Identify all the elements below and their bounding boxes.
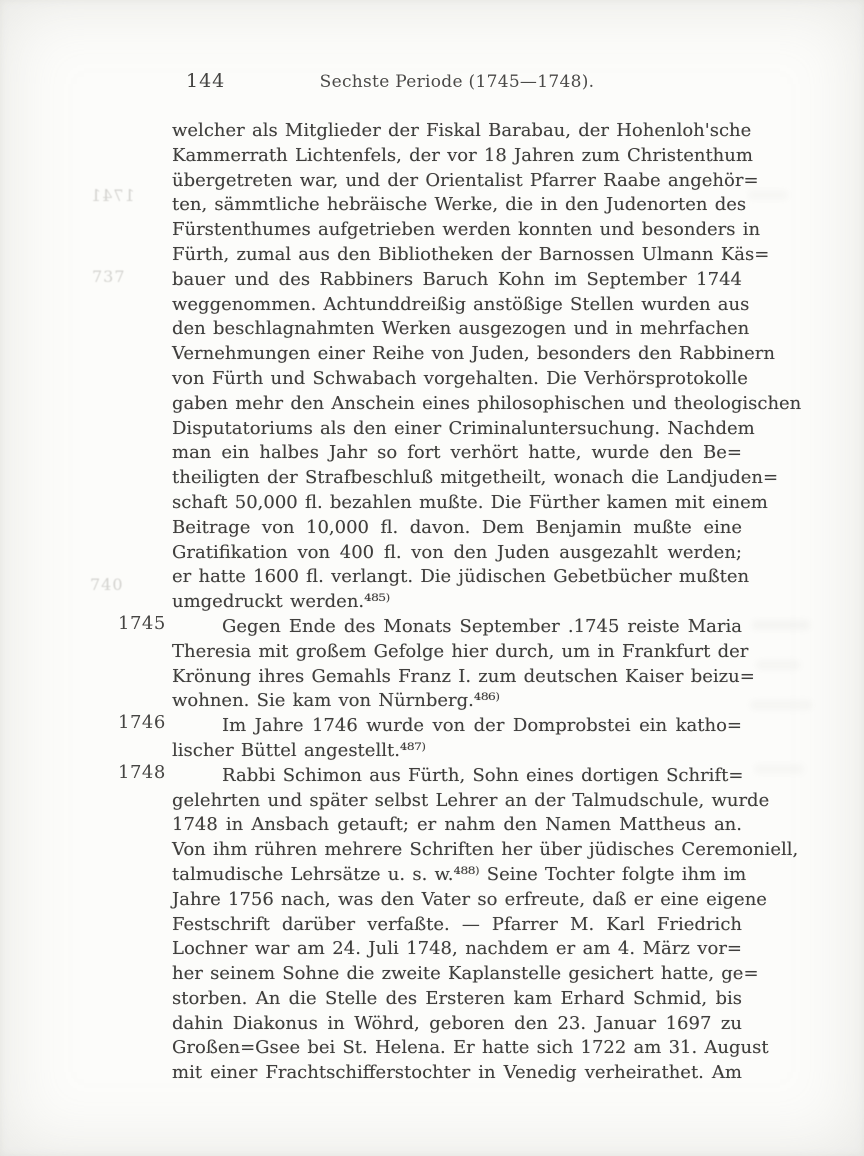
- text-line: Im Jahre 1746 wurde von der Domprobstei ein katho=: [222, 715, 742, 737]
- running-header: Sechste Periode (1745—1748).: [319, 72, 595, 92]
- paragraph: [172, 119, 802, 615]
- text-line: Festschrift darüber verfaßte. — Pfarrer M. Karl Friedrich: [172, 913, 742, 935]
- bleed-through-artifact: [756, 660, 800, 670]
- margin-year-1745: 1745: [118, 613, 166, 634]
- bleed-through-artifact: [750, 700, 812, 710]
- text-line: Theresia mit großem Gefolge hier durch, um in Frankfurt der: [172, 640, 749, 662]
- page-number: 144: [186, 70, 226, 92]
- text-line: er hatte 1600 fl. verlangt. Die jüdischen Gebetbücher mußten: [172, 566, 750, 588]
- margin-year-1746: 1746: [118, 712, 166, 733]
- text-line: übergetreten war, und der Orientalist Pfarrer Raabe angehör=: [172, 169, 759, 191]
- bleed-through-artifact: [754, 764, 804, 774]
- bleed-through-artifact: [748, 190, 788, 200]
- paragraph: [172, 714, 742, 764]
- text-line: lischer Büttel angestellt.⁴⁸⁷⁾: [172, 739, 426, 761]
- text-line: welcher als Mitglieder der Fiskal Barabau, der Hohenloh'sche: [172, 120, 752, 141]
- text-line: Fürth, zumal aus den Bibliotheken der Barnossen Ulmann Käs=: [172, 243, 770, 265]
- text-line: her seinem Sohne die zweite Kaplanstelle gesichert hatte, ge=: [172, 963, 759, 985]
- bleed-through-number: 737: [92, 267, 126, 286]
- text-line: Jahre 1756 nach, was den Vater so erfreute, daß er eine eigene: [172, 888, 767, 910]
- text-line: weggenommen. Achtunddreißig anstößige Stellen wurden aus: [172, 293, 750, 315]
- text-line: gelehrten und später selbst Lehrer an der Talmudschule, wurde: [172, 789, 770, 811]
- text-line: mit einer Frachtschifferstochter in Venedig verheirathet. Am: [172, 1062, 742, 1084]
- text-line: Disputatoriums als den einer Criminaluntersuchung. Nachdem: [172, 417, 755, 439]
- text-line: umgedruckt werden.⁴⁸⁵⁾: [172, 591, 391, 613]
- text-line: den beschlagnahmten Werken ausgezogen und in mehrfachen: [172, 318, 750, 340]
- bleed-through-number: 740: [90, 575, 124, 594]
- text-line: Großen=Gsee bei St. Helena. Er hatte sich 1722 am 31. August: [172, 1037, 769, 1059]
- text-line: Gratifikation von 400 fl. von den Juden ausgezahlt werden;: [172, 541, 742, 563]
- text-line: talmudische Lehrsätze u. s. w.⁴⁸⁸⁾ Seine Tochter folgte ihm im: [172, 863, 747, 885]
- text-line: Lochner war am 24. Juli 1748, nachdem er am 4. März vor=: [172, 938, 742, 960]
- text-line: Krönung ihres Gemahls Franz I. zum deutschen Kaiser beizu=: [172, 665, 755, 687]
- paragraph: [172, 615, 755, 714]
- text-line: theiligten der Strafbeschluß mitgetheilt, wonach die Landjuden=: [172, 467, 779, 489]
- bleed-through-artifact: [752, 620, 810, 630]
- text-line: Kammerrath Lichtenfels, der vor 18 Jahren zum Christenthum: [172, 144, 753, 166]
- text-line: dahin Diakonus in Wöhrd, geboren den 23. Januar 1697 zu: [172, 1012, 742, 1034]
- text-line: von Fürth und Schwabach vorgehalten. Die Verhörsprotokolle: [172, 367, 748, 389]
- text-line: storben. An die Stelle des Ersteren kam Erhard Schmid, bis: [172, 987, 742, 1009]
- bleed-through-number: 1741: [90, 186, 135, 205]
- text-line: Vernehmungen einer Reihe von Juden, besonders den Rabbinern: [172, 343, 775, 365]
- body-text: [172, 119, 802, 1086]
- text-line: gaben mehr den Anschein eines philosophischen und theologischen: [172, 392, 802, 414]
- text-line: Rabbi Schimon aus Fürth, Sohn eines dortigen Schrift=: [222, 764, 744, 786]
- text-line: bauer und des Rabbiners Baruch Kohn im September 1744: [172, 268, 742, 290]
- text-line: wohnen. Sie kam von Nürnberg.⁴⁸⁶⁾: [172, 690, 500, 712]
- text-line: Beitrage von 10,000 fl. davon. Dem Benjamin mußte eine: [172, 516, 742, 538]
- text-line: Fürstenthumes aufgetrieben werden konnten und besonders in: [172, 219, 761, 241]
- text-line: ten, sämmtliche hebräische Werke, die in den Judenorten des: [172, 194, 747, 216]
- text-line: 1748 in Ansbach getauft; er nahm den Namen Mattheus an.: [172, 814, 742, 836]
- margin-year-1748: 1748: [118, 762, 166, 783]
- text-line: schaft 50,000 fl. bezahlen mußte. Die Fürther kamen mit einem: [172, 491, 768, 513]
- text-line: Gegen Ende des Monats September .1745 reiste Maria: [222, 615, 742, 637]
- text-line: man ein halbes Jahr so fort verhört hatte, wurde den Be=: [172, 442, 742, 464]
- text-line: Von ihm rühren mehrere Schriften her über jüdisches Ceremoniell,: [172, 839, 799, 861]
- paragraph: [172, 764, 799, 1086]
